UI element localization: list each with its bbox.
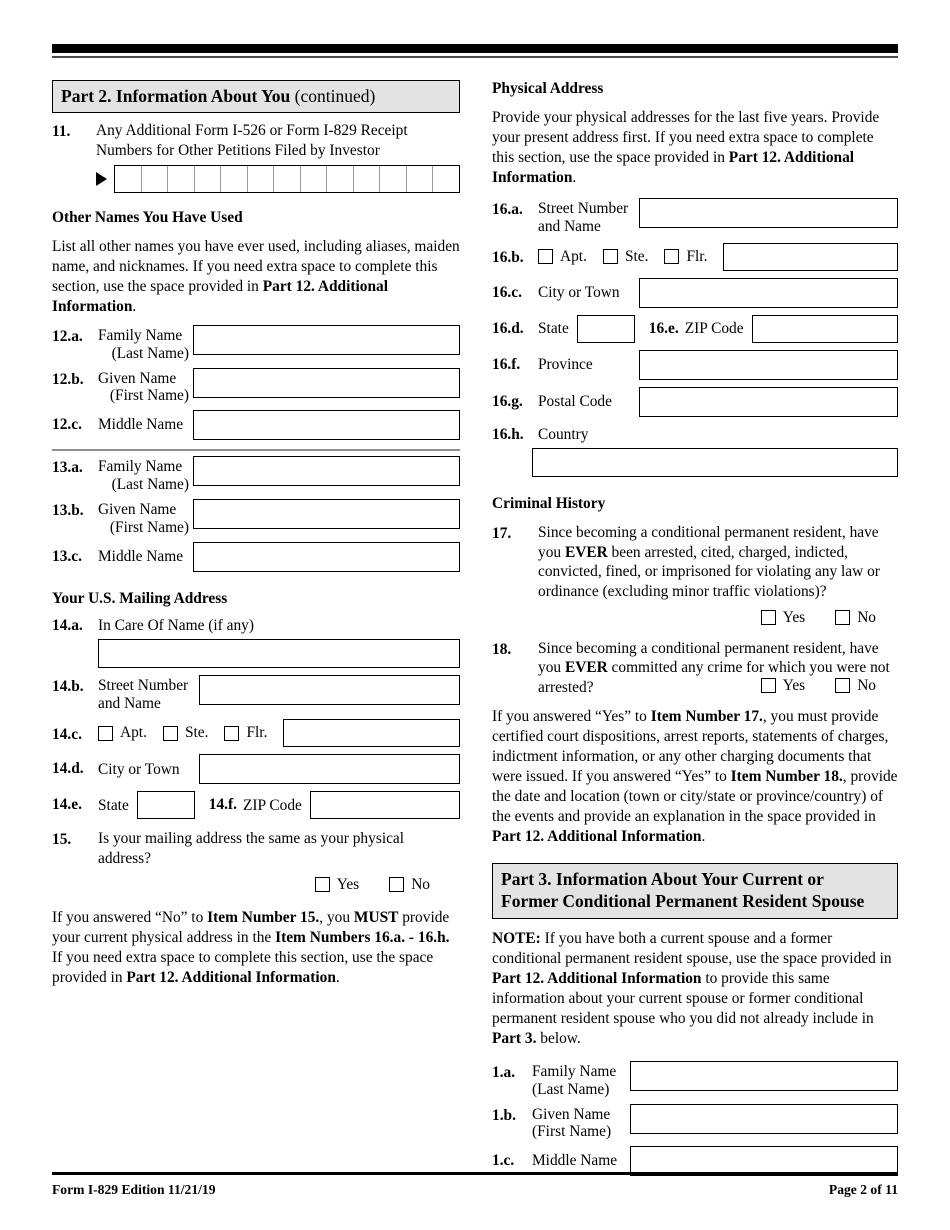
item-14f-label: ZIP Code <box>243 796 302 814</box>
item-13a-label-line1: Family Name <box>98 458 183 476</box>
receipt-number-cell[interactable] <box>142 166 169 192</box>
part-3-name-group <box>492 1061 898 1176</box>
item-14d-input[interactable] <box>199 754 460 784</box>
item-15-text: Is your mailing address the same as your physical address? <box>98 830 405 868</box>
item-14a-number: 14.a. <box>52 616 83 634</box>
receipt-number-cell[interactable] <box>274 166 301 192</box>
item-12b-label-line2: (First Name) <box>109 387 189 405</box>
item-14d-number: 14.d. <box>52 760 84 778</box>
item-17-no-label: No <box>857 608 876 626</box>
item-13c-row <box>52 542 460 572</box>
item-p3-1b-field-wrap <box>630 1104 898 1142</box>
item-16a-number: 16.a. <box>492 201 523 219</box>
other-names-instructions <box>52 237 460 317</box>
item-16b-flr-group <box>664 248 723 266</box>
item-14c-apt-label: Apt. <box>120 724 147 742</box>
item-12b-input[interactable] <box>193 368 460 398</box>
item-13b-label-line2: (First Name) <box>109 518 189 536</box>
item-11-receipt-row <box>96 165 460 193</box>
item-p3-1a-row <box>492 1061 898 1099</box>
item-13c-number: 13.c. <box>52 547 82 565</box>
receipt-number-cell[interactable] <box>115 166 142 192</box>
item-18-yes-checkbox[interactable] <box>761 678 776 693</box>
item-14f-zip-input[interactable] <box>310 791 460 819</box>
item-15-yesno <box>52 876 460 894</box>
item-11-receipt-number-input[interactable] <box>114 165 460 193</box>
item-13b-label <box>98 499 193 537</box>
item-13a-field-wrap <box>193 456 460 494</box>
item-16b-row <box>492 243 898 271</box>
item-p3-1b-label-line2: (First Name) <box>532 1123 612 1141</box>
receipt-number-cell[interactable] <box>301 166 328 192</box>
item-12c-field-wrap <box>193 410 460 440</box>
item-17-yes-group <box>761 609 805 627</box>
item-14c-flr-group <box>224 724 283 742</box>
item-16a-input[interactable] <box>639 198 898 228</box>
item-12a-row <box>52 325 460 363</box>
item-16f-input[interactable] <box>639 350 898 380</box>
receipt-number-cell[interactable] <box>380 166 407 192</box>
item-17-number: 17. <box>492 524 512 542</box>
item-15-note <box>52 908 460 988</box>
item-13c-field-wrap <box>193 542 460 572</box>
item-15-note-bold3: Item Numbers 16.a. - 16.h. <box>275 928 450 946</box>
item-17-text <box>538 523 898 602</box>
item-16a-field-wrap <box>639 198 898 236</box>
item-17-text-part1: Since becoming a conditional permanent resident, have you <box>538 523 879 561</box>
item-12c-row <box>52 410 460 440</box>
criminal-history-note-part1: If you answered “Yes” to <box>492 707 651 725</box>
item-p3-1b-label-line1: Given Name <box>532 1105 611 1123</box>
item-13a-label <box>98 456 193 494</box>
item-16b-unit-input[interactable] <box>723 243 898 271</box>
item-16f-row <box>492 350 898 380</box>
item-18-text-bold: EVER <box>564 659 608 677</box>
item-14a-input[interactable] <box>98 639 460 668</box>
item-13a-number: 13.a. <box>52 459 83 477</box>
item-16a-label-line1: Street Number <box>538 200 629 218</box>
criminal-history-note-bold1: Item Number 17. <box>650 707 763 725</box>
item-12a-label-line2: (Last Name) <box>111 344 189 362</box>
item-p3-1a-label-line1: Family Name <box>532 1062 617 1080</box>
physical-address-instructions-bold: Part 12. Additional Information <box>492 149 855 187</box>
item-15-no-group <box>389 876 430 894</box>
item-15-yes-label: Yes <box>336 875 360 893</box>
item-15-note-part1: If you answered “No” to <box>52 908 208 926</box>
item-18-text-part2: committed any crime for which you were not arrested? <box>538 659 890 697</box>
item-14b-label-line1: Street Number <box>98 676 189 694</box>
item-14b-field-wrap <box>199 675 460 713</box>
item-12a-input[interactable] <box>193 325 460 355</box>
part-3-note <box>492 929 898 1049</box>
item-12b-field-wrap <box>193 368 460 406</box>
top-rule-thin <box>52 56 898 58</box>
item-14d-row <box>52 754 460 784</box>
mailing-address-heading: Your U.S. Mailing Address <box>52 589 228 607</box>
item-14b-row <box>52 675 460 713</box>
item-13a-row <box>52 456 460 494</box>
criminal-history-note <box>492 707 898 847</box>
item-15-note-part4: If you need extra space to complete this section, use the space provided in <box>52 948 434 986</box>
item-15-note-part5: . <box>335 968 340 986</box>
item-15-no-label: No <box>411 875 430 893</box>
item-14b-label <box>98 675 199 713</box>
item-14e-label: State <box>98 796 129 814</box>
item-15-no-checkbox[interactable] <box>389 877 404 892</box>
item-p3-1a-label-line2: (Last Name) <box>532 1080 610 1098</box>
item-16g-input[interactable] <box>639 387 898 417</box>
criminal-history-note-bold2: Item Number 18. <box>730 767 843 785</box>
criminal-history-note-part2: , you must provide certified court dispositions, arrest reports, statements of charges, indictment information, or any other charging documents that were issued. If you answered “Yes” to <box>492 707 889 785</box>
item-14c-apt-group <box>98 724 163 742</box>
footer-rule <box>52 1172 898 1175</box>
item-16b-apt-label: Apt. <box>560 247 587 265</box>
item-p3-1a-number: 1.a. <box>492 1063 516 1081</box>
item-12b-label <box>98 368 193 406</box>
page-footer <box>52 1182 898 1198</box>
item-14c-ste-label: Ste. <box>184 724 209 742</box>
item-12c-input[interactable] <box>193 410 460 440</box>
part-3-note-part2: to provide this same information about your current spouse or former conditional permanent resident spouse who you did not already include in <box>492 969 874 1027</box>
item-p3-1b-input[interactable] <box>630 1104 898 1134</box>
left-column <box>52 80 460 988</box>
item-14c-row <box>52 719 460 747</box>
item-16b-apt-group <box>538 248 603 266</box>
item-15-number: 15. <box>52 831 72 849</box>
item-15-note-bold2: MUST <box>353 908 399 926</box>
item-12a-label-line1: Family Name <box>98 326 183 344</box>
item-13a-input[interactable] <box>193 456 460 486</box>
item-18-no-checkbox[interactable] <box>835 678 850 693</box>
arrow-icon <box>96 172 107 186</box>
item-18-no-group <box>835 677 876 695</box>
item-13b-input[interactable] <box>193 499 460 529</box>
item-p3-1b-label <box>532 1104 630 1142</box>
item-14e-state-input[interactable] <box>137 791 195 819</box>
item-15-note-part2: , you <box>319 908 354 926</box>
item-14b-label-line2: and Name <box>98 694 161 712</box>
item-18-yes-group <box>761 677 805 695</box>
receipt-number-cell[interactable] <box>327 166 354 192</box>
item-17-no-checkbox[interactable] <box>835 610 850 625</box>
item-16h-input[interactable] <box>532 448 898 477</box>
part-3-note-label: NOTE: <box>492 929 541 947</box>
item-14c-unit-input[interactable] <box>283 719 460 747</box>
footer-form-info: Form I-829 Edition 11/21/19 <box>52 1182 216 1197</box>
item-13a-label-line2: (Last Name) <box>111 476 189 494</box>
item-16c-row <box>492 278 898 308</box>
item-17-yesno <box>492 609 898 627</box>
item-16h-row <box>492 426 898 477</box>
part-3-note-part1: If you have both a current spouse and a former conditional permanent resident spouse, use the space provided in <box>492 929 892 967</box>
item-16g-number: 16.g. <box>492 392 523 410</box>
item-12b-number: 12.b. <box>52 370 84 388</box>
receipt-number-cell[interactable] <box>407 166 434 192</box>
item-13b-field-wrap <box>193 499 460 537</box>
item-18-text-part1: Since becoming a conditional permanent resident, have you <box>538 639 879 677</box>
receipt-number-cell[interactable] <box>433 166 459 192</box>
item-16g-row <box>492 387 898 417</box>
item-14b-input[interactable] <box>199 675 460 705</box>
item-15-note-part3: provide your current physical address in the <box>52 908 450 946</box>
item-14e-14f-row <box>52 791 460 819</box>
receipt-number-cell[interactable] <box>248 166 275 192</box>
item-16f-label: Province <box>538 355 593 373</box>
item-14e-number: 14.e. <box>52 796 82 814</box>
part-3-note-bold2: Part 3. <box>492 1029 537 1047</box>
other-names-heading: Other Names You Have Used <box>52 208 243 226</box>
item-13b-number: 13.b. <box>52 502 84 520</box>
item-13b-label-line1: Given Name <box>98 501 177 519</box>
physical-address-heading: Physical Address <box>492 80 604 97</box>
part-2-continued-label: (continued) <box>294 86 376 106</box>
item-14a-label: In Care Of Name (if any) <box>98 616 254 634</box>
physical-address-instructions-part1: Provide your physical addresses for the last five years. Provide your present address first. If you need extra space to complete this section, use the space provided in <box>492 109 880 167</box>
receipt-number-cell[interactable] <box>221 166 248 192</box>
item-15-yes-group <box>315 876 359 894</box>
item-15-note-bold1: Item Number 15. <box>207 908 320 926</box>
item-16b-apt-checkbox[interactable] <box>538 249 553 264</box>
item-15-note-bold4: Part 12. Additional Information <box>126 968 336 986</box>
item-17-text-part2: been arrested, cited, charged, indicted, convicted, fined, or imprisoned for violating any law or ordinance (excluding minor traffic violations)? <box>538 543 880 600</box>
item-13c-input[interactable] <box>193 542 460 572</box>
other-names-instructions-bold: Part 12. Additional Information <box>52 277 388 315</box>
item-17-text-bold: EVER <box>564 543 608 561</box>
item-p3-1a-label <box>532 1061 630 1099</box>
item-16b-ste-group <box>603 248 665 266</box>
item-p3-1a-field-wrap <box>630 1061 898 1099</box>
item-p3-1a-input[interactable] <box>630 1061 898 1091</box>
physical-address-instructions-part2: . <box>572 169 577 187</box>
item-18-no-label: No <box>857 676 876 694</box>
item-12a-label <box>98 325 193 363</box>
item-12b-label-line1: Given Name <box>98 369 177 387</box>
part-3-header-line1: Part 3. Information About Your Current or <box>501 868 824 889</box>
item-16b-flr-label: Flr. <box>686 247 708 265</box>
item-16c-label: City or Town <box>538 283 620 301</box>
item-13c-label: Middle Name <box>98 547 184 565</box>
criminal-history-note-part3: , provide the date and location (town or city/state or province/country) of the events and provide an explanation in the space provided in <box>492 767 898 825</box>
criminal-history-note-part4: . <box>701 827 706 845</box>
item-11-number: 11. <box>52 123 71 141</box>
name-group-12 <box>52 325 460 440</box>
item-16a-label-line2: and Name <box>538 217 601 235</box>
item-14c-flr-checkbox[interactable] <box>224 726 239 741</box>
item-13b-row <box>52 499 460 537</box>
item-16b-flr-checkbox[interactable] <box>664 249 679 264</box>
criminal-history-note-bold3: Part 12. Additional Information <box>492 827 702 845</box>
physical-address-instructions <box>492 108 898 188</box>
item-12b-row <box>52 368 460 406</box>
item-16h-label: Country <box>538 425 589 443</box>
item-12c-number: 12.c. <box>52 416 82 434</box>
item-17-yes-label: Yes <box>782 608 806 626</box>
receipt-number-cell[interactable] <box>195 166 222 192</box>
item-16c-input[interactable] <box>639 278 898 308</box>
item-16e-number: 16.e. <box>648 319 679 337</box>
item-16b-ste-label: Ste. <box>624 247 649 265</box>
item-12a-number: 12.a. <box>52 327 83 345</box>
item-17-no-group <box>835 609 876 627</box>
item-15 <box>52 829 460 868</box>
item-14c-flr-label: Flr. <box>246 724 268 742</box>
item-16b-number: 16.b. <box>492 249 524 267</box>
item-14c-apt-checkbox[interactable] <box>98 726 113 741</box>
name-group-13 <box>52 456 460 571</box>
item-16g-label: Postal Code <box>538 392 612 410</box>
part-3-header-line2: Former Conditional Permanent Resident Spouse <box>501 891 865 912</box>
item-16b-ste-checkbox[interactable] <box>603 249 618 264</box>
other-names-instructions-text: List all other names you have ever used, including aliases, maiden name, and nicknames. If you need extra space to complete this section, use the space provided in <box>52 237 460 295</box>
right-column <box>492 80 898 1176</box>
item-16e-label: ZIP Code <box>684 319 744 337</box>
receipt-number-cell[interactable] <box>354 166 381 192</box>
criminal-history-heading: Criminal History <box>492 494 606 512</box>
item-16d-16e-row <box>492 315 898 343</box>
page-top-rule <box>52 44 898 58</box>
part-3-note-part3: below. <box>536 1029 581 1047</box>
item-11 <box>52 121 460 160</box>
item-14b-number: 14.b. <box>52 677 84 695</box>
item-12c-label: Middle Name <box>98 416 184 434</box>
part-2-header <box>52 80 460 113</box>
part-3-header <box>492 863 898 919</box>
item-p3-1b-number: 1.b. <box>492 1106 516 1124</box>
item-p3-1b-row <box>492 1104 898 1142</box>
item-14f-number: 14.f. <box>208 796 237 814</box>
item-11-text: Any Additional Form I-526 or Form I-829 Receipt Numbers for Other Petitions Filed by Investor <box>96 122 408 160</box>
item-16f-number: 16.f. <box>492 355 521 373</box>
item-12a-field-wrap <box>193 325 460 363</box>
item-14c-number: 14.c. <box>52 725 82 743</box>
item-17 <box>492 523 898 602</box>
item-p3-1c-number: 1.c. <box>492 1152 515 1170</box>
item-16d-label: State <box>538 319 569 337</box>
item-14c-ste-checkbox[interactable] <box>163 726 178 741</box>
receipt-number-cell[interactable] <box>168 166 195 192</box>
top-rule-thick <box>52 44 898 53</box>
item-16e-zip-input[interactable] <box>752 315 898 343</box>
item-18-number: 18. <box>492 640 512 658</box>
item-17-yes-checkbox[interactable] <box>761 610 776 625</box>
item-14c-ste-group <box>163 724 225 742</box>
item-16c-number: 16.c. <box>492 283 522 301</box>
other-names-instructions-end: . <box>132 297 137 315</box>
item-14a-row <box>52 617 460 668</box>
item-16d-number: 16.d. <box>492 319 524 337</box>
part-2-title: Part 2. Information About You <box>61 86 291 106</box>
part-3-note-bold1: Part 12. Additional Information <box>492 969 702 987</box>
item-14d-label: City or Town <box>98 760 180 778</box>
item-16d-state-input[interactable] <box>577 315 635 343</box>
item-16a-row <box>492 198 898 236</box>
item-16a-label <box>538 198 639 236</box>
footer-page-number: Page 2 of 11 <box>828 1182 898 1197</box>
item-15-yes-checkbox[interactable] <box>315 877 330 892</box>
item-p3-1c-label: Middle Name <box>532 1152 618 1170</box>
name-group-separator <box>52 449 460 451</box>
item-16h-number: 16.h. <box>492 425 524 443</box>
item-18-yes-label: Yes <box>782 676 806 694</box>
